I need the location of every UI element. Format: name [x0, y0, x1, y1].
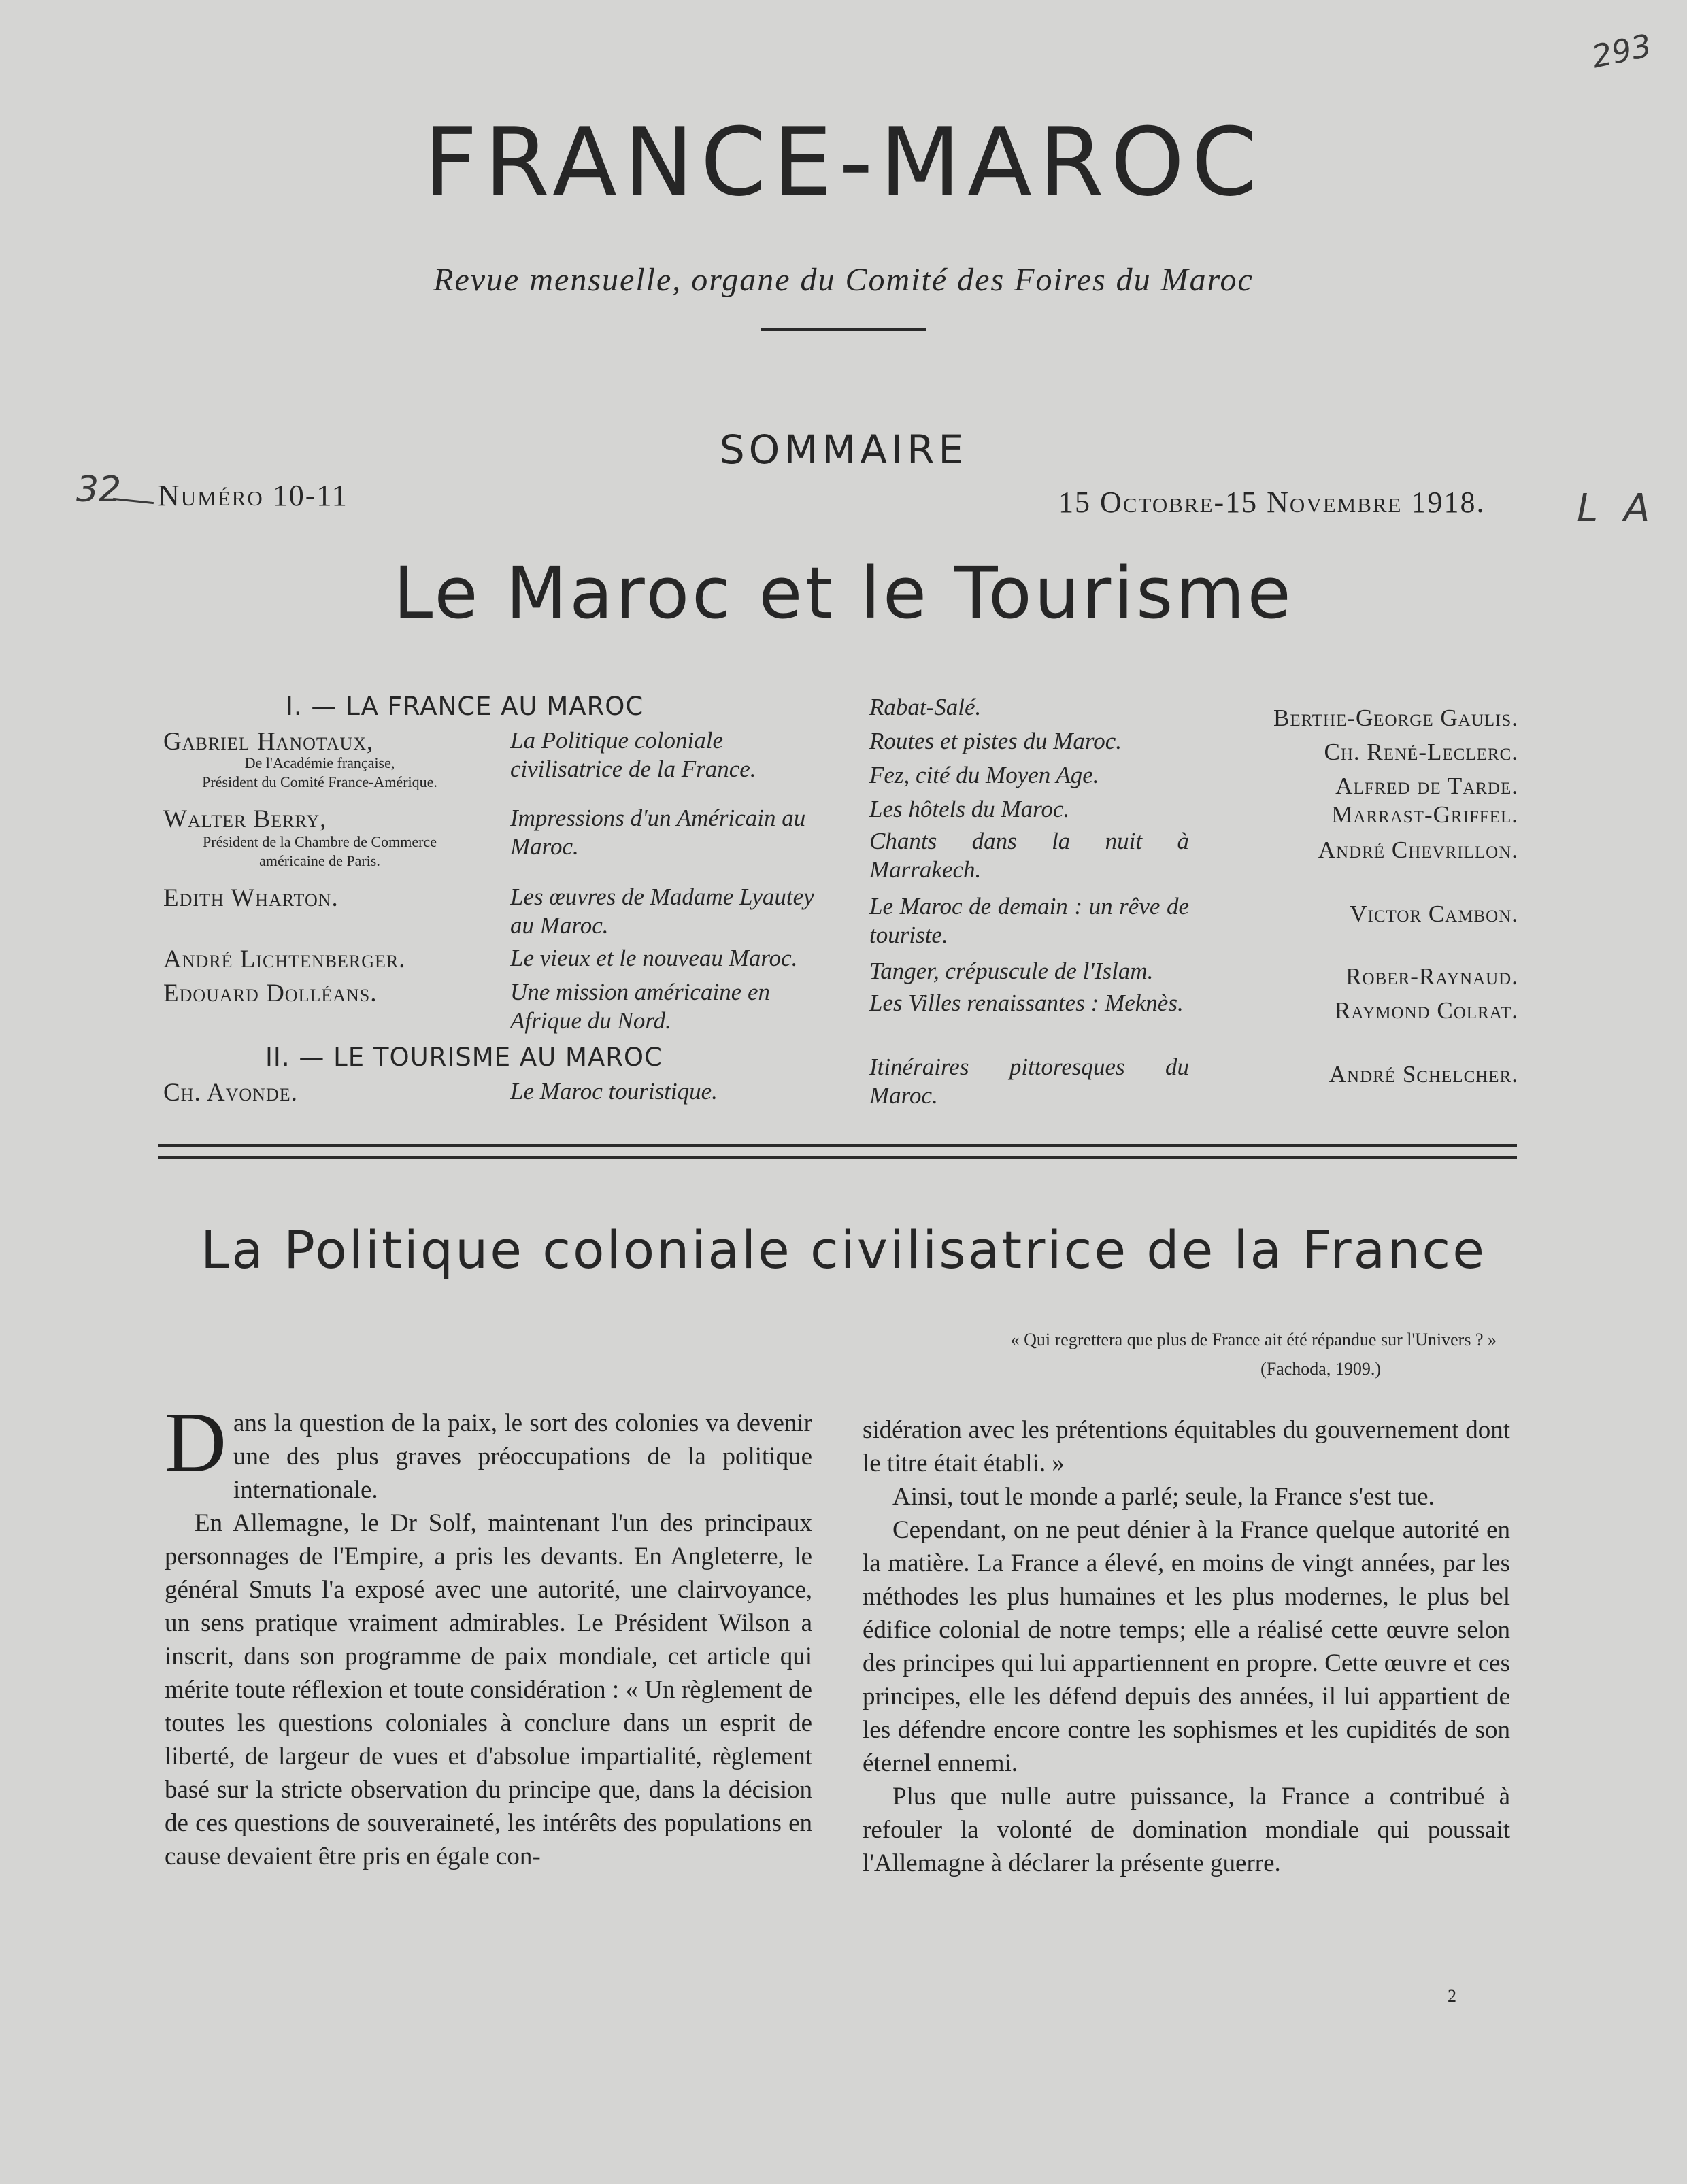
section-heading-1: I. — LA FRANCE AU MAROC — [286, 692, 644, 721]
summary-author: Raymond Colrat. — [1335, 997, 1518, 1024]
summary-affiliation: Président du Comité France-Amérique. — [202, 773, 437, 790]
masthead-title: FRANCE-MAROC — [423, 107, 1264, 217]
summary-article-title: Routes et pistes du Maroc. — [869, 728, 1122, 754]
summary-author: André Chevrillon. — [1318, 837, 1518, 863]
summary-author: Gabriel Hanotaux, — [163, 728, 374, 756]
article-epigraph-source: (Fachoda, 1909.) — [1260, 1359, 1381, 1379]
summary-author: Ch. René-Leclerc. — [1324, 739, 1518, 765]
article-epigraph: « Qui regrettera que plus de France ait été répandue sur l'Univers ? » — [1010, 1330, 1497, 1349]
article-paragraph: En Allemagne, le Dr Solf, maintenant l'un des principaux personnages de l'Empire, a pris les devants. En Angleterre, le général Smuts l'a exposé avec une autorité, une clairvoyance, un sens pratique vraiment admirables. Le Président Wilson a inscrit, dans son programme de paix mondiale, cet article qui mérite toute réflexion et toute considération : « Un règlement de toutes les questions coloniales à conclure dans un esprit de liberté, de largeur de vues et d'absolue impartialité, règlement basé sur la stricte observation du principe que, dans la décision de ces questions de souveraineté, les intérêts des populations en cause devaient être pris en égale con- — [165, 1509, 812, 1870]
summary-author: Berthe-George Gaulis. — [1273, 705, 1518, 731]
summary-author: Alfred de Tarde. — [1335, 773, 1518, 799]
drop-cap: D — [165, 1396, 227, 1490]
masthead-subtitle: Revue mensuelle, organe du Comité des Foires du Maroc — [433, 262, 1254, 298]
article-paragraph-text: ans la question de la paix, le sort des colonies va devenir une des plus graves préoccupations de la politique internationale. — [233, 1409, 812, 1504]
article-paragraph: Cependant, on ne peut dénier à la France quelque autorité en la matière. La France a élevé, en moins de vingt années, par les méthodes les plus humaines et les plus modernes, le plus bel édifice colonial de notre temps; elle a réalisé cette œuvre selon des principes qui lui appartiennent en propre. Cette œuvre et ces principes, elle les défend depuis des années, il lui appartient de les défendre encore contre les sophismes et les cupidités de son éternel ennemi. — [863, 1516, 1510, 1777]
summary-article-title: Les Villes renaissantes : Meknès. — [869, 990, 1184, 1016]
article-column-1 — [165, 1396, 812, 1873]
issue-number: Numéro 10-11 — [158, 479, 348, 512]
summary-author: Edouard Dolléans. — [163, 979, 378, 1007]
summary-article-title: Chants dans la nuit à Marrakech. — [869, 828, 1189, 883]
summary-article-title: Les œuvres de Madame Lyautey au Maroc. — [510, 884, 814, 939]
summary-article-title: Une mission américaine en Afrique du Nord. — [510, 979, 771, 1034]
article-paragraph: Ainsi, tout le monde a parlé; seule, la France s'est tue. — [892, 1483, 1435, 1511]
summary-author: Rober-Raynaud. — [1346, 963, 1518, 990]
summary-article-title: Les hôtels du Maroc. — [869, 796, 1070, 822]
summary-heading: SOMMAIRE — [719, 426, 968, 473]
summary-article-title: Le vieux et le nouveau Maroc. — [510, 945, 798, 971]
summary-author: Victor Cambon. — [1350, 901, 1518, 927]
summary-article-title: Le Maroc touristique. — [510, 1078, 718, 1105]
summary-author: Ch. Avonde. — [163, 1079, 298, 1107]
handwritten-left-note: 32 — [76, 469, 122, 510]
summary-article-title: Tanger, crépuscule de l'Islam. — [869, 958, 1154, 984]
summary-article-title: Fez, cité du Moyen Age. — [869, 762, 1099, 788]
summary-author: André Lichtenberger. — [163, 945, 406, 973]
summary-affiliation: Président de la Chambre de Commerce — [203, 833, 437, 850]
summary-author: Marrast-Griffel. — [1331, 801, 1518, 828]
summary-article-title: Le Maroc de demain : un rêve de touriste. — [869, 893, 1189, 948]
issue-title: Le Maroc et le Tourisme — [393, 552, 1294, 635]
masthead-rule — [761, 328, 926, 331]
summary-affiliation: De l'Académie française, — [244, 754, 395, 771]
summary-article-title: La Politique coloniale civilisatrice de la France. — [510, 727, 756, 782]
issue-date: 15 Octobre-15 Novembre 1918. — [1058, 486, 1486, 519]
summary-article-title: Itinéraires pittoresques du Maroc. — [869, 1054, 1189, 1109]
summary-author: André Schelcher. — [1329, 1061, 1518, 1088]
article-column-2 — [863, 1413, 1510, 1880]
article-paragraph: sidération avec les prétentions équitables du gouvernement dont le titre était établi. » — [863, 1416, 1510, 1477]
divider-rule-top — [158, 1144, 1517, 1147]
summary-author: Edith Wharton. — [163, 884, 339, 912]
handwritten-folio: 293 — [1588, 27, 1655, 75]
page-number: 2 — [1448, 1986, 1456, 2006]
article-paragraph: Plus que nulle autre puissance, la France a contribué à refouler la volonté de domination mondiale qui poussait l'Allemagne à déclarer la présente guerre. — [863, 1783, 1510, 1877]
section-heading-2: II. — LE TOURISME AU MAROC — [265, 1043, 663, 1072]
summary-affiliation: américaine de Paris. — [259, 852, 380, 869]
divider-rule-bottom — [158, 1156, 1517, 1159]
handwritten-right-note: L A — [1577, 486, 1657, 531]
summary-author: Walter Berry, — [163, 805, 327, 833]
summary-article-title: Impressions d'un Américain au Maroc. — [510, 805, 806, 860]
article-paragraph — [165, 1396, 812, 1507]
article-title: La Politique coloniale civilisatrice de la France — [201, 1220, 1486, 1280]
summary-article-title: Rabat-Salé. — [869, 694, 982, 720]
